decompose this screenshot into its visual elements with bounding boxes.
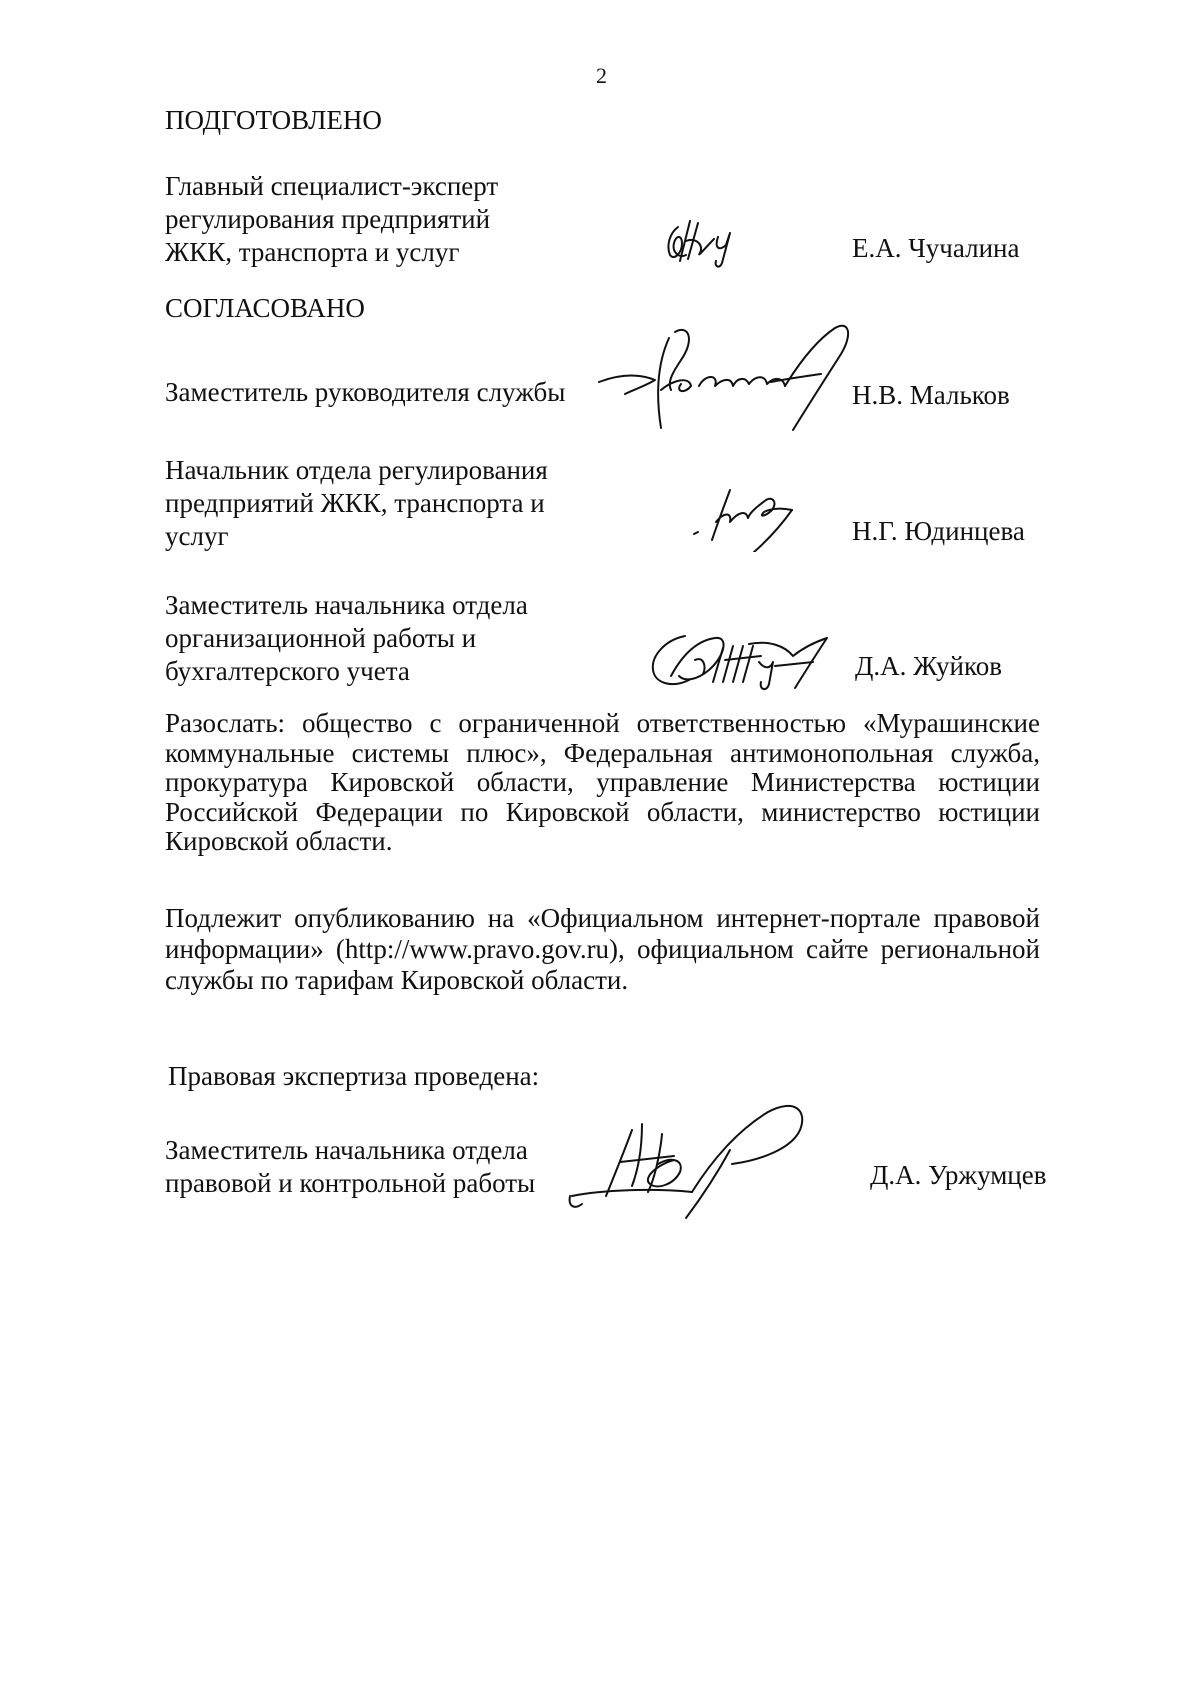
signer-name: Д.А. Жуйков xyxy=(855,651,1002,681)
legal-review-name: Д.А. Уржумцев xyxy=(870,1160,1047,1190)
position-line: услуг xyxy=(165,521,229,551)
signer-name: Н.Г. Юдинцева xyxy=(852,516,1025,546)
position-line: предприятий ЖКК, транспорта и xyxy=(165,488,545,518)
position-line: Начальник отдела регулирования xyxy=(165,455,548,485)
prepared-position xyxy=(165,170,498,269)
paragraph-line: Кировской области. xyxy=(165,826,393,856)
paragraph-line: Подлежит опубликованию на «Официальном интернет-портале правовой xyxy=(165,903,1040,933)
paragraph-line: Российской Федерации по Кировской области, министерство юстиции xyxy=(165,796,1040,827)
position-line: организационной работы и xyxy=(165,623,477,653)
legal-review-heading: Правовая экспертиза проведена: xyxy=(168,1061,540,1091)
distribution-paragraph xyxy=(165,709,1040,857)
signature-zhuikov xyxy=(645,626,845,698)
position-line: регулирования предприятий xyxy=(165,204,491,234)
position-line: бухгалтерского учета xyxy=(165,656,410,686)
legal-review-position xyxy=(165,1134,535,1200)
paragraph-line: прокуратура Кировской области, управление Министерства юстиции xyxy=(165,767,1040,797)
signer-position xyxy=(165,589,528,688)
position-line: ЖКК, транспорта и услуг xyxy=(165,237,460,267)
signer-position xyxy=(165,454,548,553)
signer-name: Н.В. Мальков xyxy=(852,380,1010,410)
position-line: Заместитель начальника отдела xyxy=(165,590,528,620)
signature-yudintseva xyxy=(688,482,818,552)
signer-position xyxy=(165,376,565,409)
paragraph-line: коммунальные системы плюс», Федеральная антимонопольная служба, xyxy=(165,737,1040,768)
paragraph-line: информации» (http://www.pravo.gov.ru), официальном сайте региональной xyxy=(165,934,1040,964)
signature-chuchalina xyxy=(660,215,750,270)
page-number: 2 xyxy=(596,63,607,88)
position-line: Заместитель руководителя службы xyxy=(165,377,566,407)
position-line: правовой и контрольной работы xyxy=(165,1168,536,1198)
signature-urzhumtsev xyxy=(562,1100,822,1220)
agreed-heading: СОГЛАСОВАНО xyxy=(165,293,365,323)
position-line: Главный специалист-эксперт xyxy=(165,171,499,201)
position-line: Заместитель начальника отдела xyxy=(165,1135,528,1165)
prepared-heading: ПОДГОТОВЛЕНО xyxy=(165,105,382,135)
prepared-name: Е.А. Чучалина xyxy=(852,233,1020,263)
paragraph-line: службы по тарифам Кировской области. xyxy=(165,965,629,995)
signature-malkov xyxy=(595,320,855,435)
publication-paragraph xyxy=(165,903,1040,996)
paragraph-line: Разослать: общество с ограниченной ответственностью «Мурашинские xyxy=(165,708,1040,738)
